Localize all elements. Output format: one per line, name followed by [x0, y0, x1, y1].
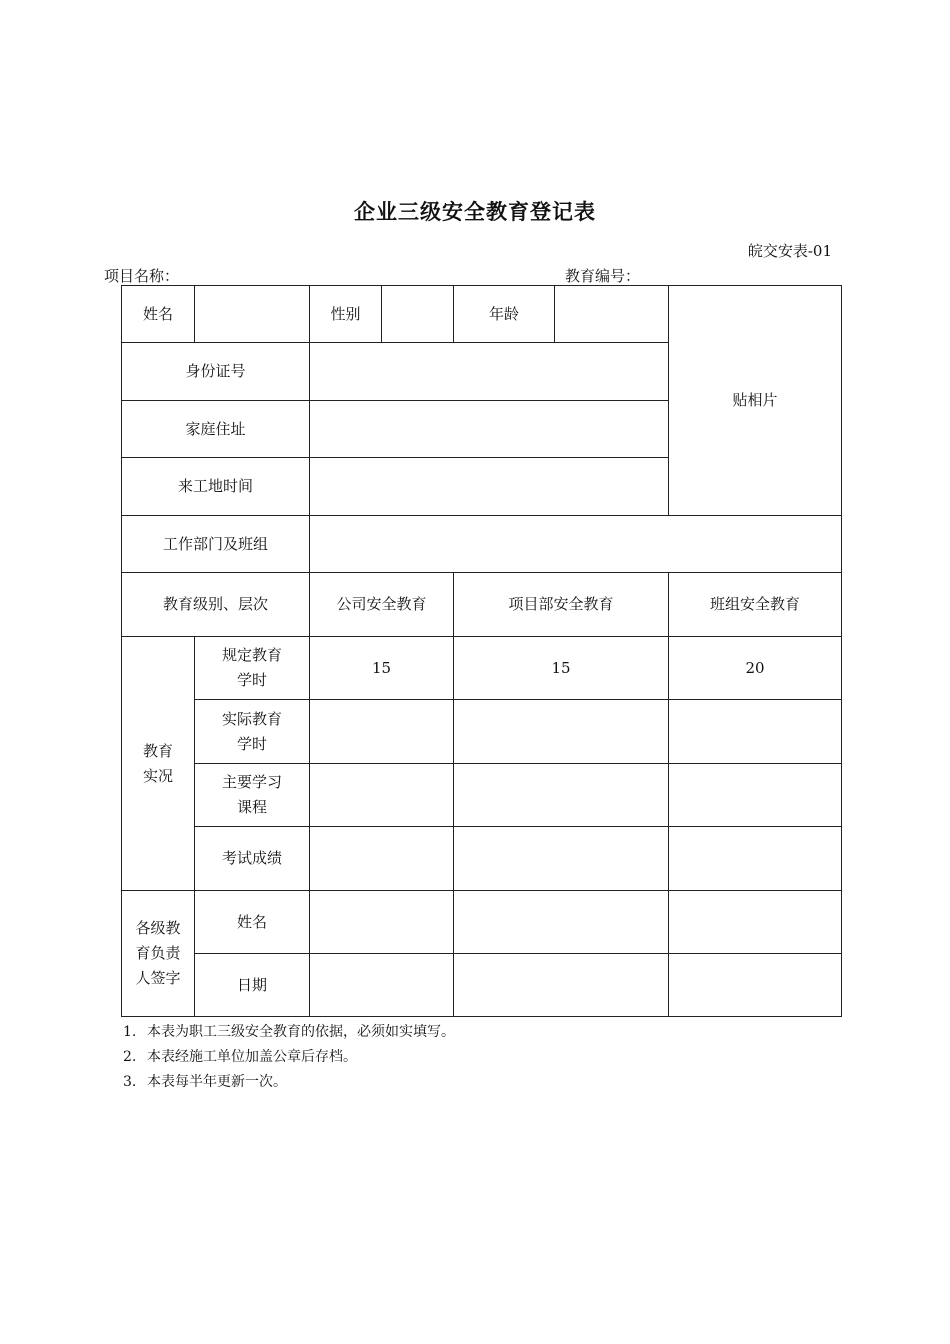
actual-hours-text: 实际教育学时: [222, 709, 283, 753]
project-education-header: 项目部安全教育: [454, 573, 669, 637]
arrival-time-field[interactable]: [310, 458, 669, 516]
education-status-label: [122, 637, 195, 891]
main-course-team[interactable]: [669, 764, 842, 827]
notes: [123, 1020, 455, 1095]
registration-table: [121, 285, 842, 1017]
department-team-field[interactable]: [310, 516, 842, 573]
education-number-label: 教育编号：: [565, 267, 641, 285]
signature-date-label: 日期: [195, 954, 310, 1017]
name-label: 姓名: [122, 286, 195, 343]
signature-date-project[interactable]: [454, 954, 669, 1017]
exam-score-project[interactable]: [454, 827, 669, 891]
age-field[interactable]: [555, 286, 669, 343]
signature-name-team[interactable]: [669, 891, 842, 954]
education-level-label: 教育级别、层次: [122, 573, 310, 637]
actual-hours-project[interactable]: [454, 700, 669, 764]
photo-area[interactable]: [669, 286, 842, 516]
signature-name-label: 姓名: [195, 891, 310, 954]
signature-label: [122, 891, 195, 1017]
signature-name-project[interactable]: [454, 891, 669, 954]
note-text: 本表经施工单位加盖公章后存档。: [147, 1049, 357, 1065]
main-course-project[interactable]: [454, 764, 669, 827]
age-label: 年龄: [454, 286, 555, 343]
signature-date-team[interactable]: [669, 954, 842, 1017]
main-course-company[interactable]: [310, 764, 454, 827]
home-address-field[interactable]: [310, 401, 669, 458]
note-text: 本表每半年更新一次。: [147, 1074, 287, 1090]
id-number-label: 身份证号: [122, 343, 310, 401]
form-code: 皖交安表-01: [747, 242, 832, 260]
project-name-label: 项目名称：: [104, 267, 180, 285]
gender-label: 性别: [310, 286, 382, 343]
arrival-time-label: 来工地时间: [122, 458, 310, 516]
actual-hours-company[interactable]: [310, 700, 454, 764]
required-hours-team[interactable]: 20: [669, 637, 842, 700]
required-hours-company[interactable]: 15: [310, 637, 454, 700]
company-education-header: 公司安全教育: [310, 573, 454, 637]
exam-score-team[interactable]: [669, 827, 842, 891]
exam-score-label: 考试成绩: [195, 827, 310, 891]
page-title: 企业三级安全教育登记表: [354, 199, 596, 224]
photo-label: 贴相片: [732, 391, 778, 409]
required-hours-label: [195, 637, 310, 700]
required-hours-project[interactable]: 15: [454, 637, 669, 700]
department-team-label: 工作部门及班组: [122, 516, 310, 573]
required-hours-text: 规定教育学时: [222, 646, 283, 689]
note-text: 本表为职工三级安全教育的依据，必须如实填写。: [147, 1024, 455, 1040]
note-number: 1.: [123, 1024, 137, 1040]
signature-date-company[interactable]: [310, 954, 454, 1017]
id-number-field[interactable]: [310, 343, 669, 401]
signature-name-company[interactable]: [310, 891, 454, 954]
main-course-text: 主要学习课程: [222, 773, 283, 816]
actual-hours-team[interactable]: [669, 700, 842, 764]
note-item: [123, 1020, 455, 1045]
note-number: 2.: [123, 1049, 137, 1065]
note-item: [123, 1070, 455, 1095]
education-status-text: 教育实况: [142, 741, 173, 785]
note-number: 3.: [123, 1074, 137, 1090]
home-address-label: 家庭住址: [122, 401, 310, 458]
signature-text: 各级教育负责人签字: [135, 919, 181, 987]
exam-score-company[interactable]: [310, 827, 454, 891]
note-item: [123, 1045, 455, 1070]
team-education-header: 班组安全教育: [669, 573, 842, 637]
gender-field[interactable]: [382, 286, 454, 343]
main-course-label: [195, 764, 310, 827]
actual-hours-label: [195, 700, 310, 764]
name-field[interactable]: [195, 286, 310, 343]
